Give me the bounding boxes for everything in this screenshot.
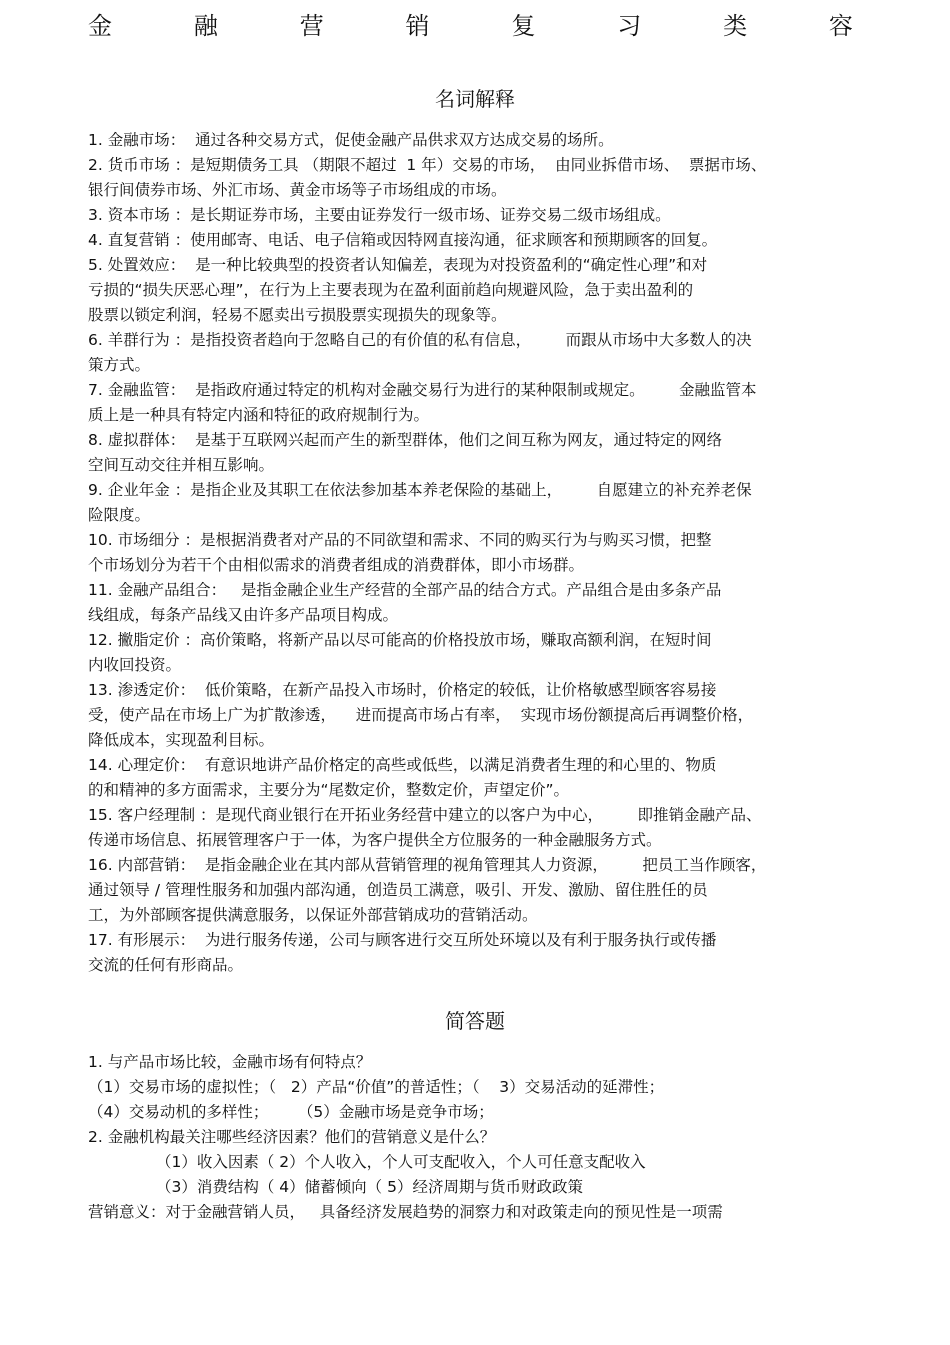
- title-char: 类: [723, 12, 748, 40]
- text-line: 6. 羊群行为 ：是指投资者趋向于忽略自己的有价值的私有信息， 而跟从市场中大多数人的决: [88, 331, 752, 349]
- text-line: 个市场划分为若干个由相似需求的消费者组成的消费群体，即小市场群。: [88, 556, 585, 574]
- text-line: 策方式。: [88, 356, 151, 374]
- text-line: 亏损的“损失厌恶心理”，在行为上主要表现为在盈利面前趋向规避风险，急于卖出盈利的: [88, 281, 694, 299]
- text-line: 3. 资本市场 ：是长期证券市场，主要由证券发行一级市场、证券交易二级市场组成。: [88, 206, 671, 224]
- text-line: 16. 内部营销： 是指金融企业在其内部从营销管理的视角管理其人力资源， 把员工当作顾客，: [88, 856, 767, 874]
- title-char: 复: [511, 12, 536, 40]
- text-line: 传递市场信息、拓展管理客户于一体，为客户提供全方位服务的一种金融服务方式。: [88, 831, 662, 849]
- text-line: 17. 有形展示： 为进行服务传递，公司与顾客进行交互所处环境以及有利于服务执行或传播: [88, 931, 717, 949]
- text-line: 股票以锁定利润，轻易不愿卖出亏损股票实现损失的现象等。: [88, 306, 507, 324]
- text-line: 10. 市场细分 ：是根据消费者对产品的不同欲望和需求、不同的购买行为与购买习惯，把整: [88, 531, 712, 549]
- text-line: 空间互动交往并相互影响。: [88, 456, 275, 474]
- title-char: 营: [299, 12, 324, 40]
- title-char: 金: [88, 12, 112, 40]
- text-line: 7. 金融监管： 是指政府通过特定的机构对金融交易行为进行的某种限制或规定。 金融监管本: [88, 381, 757, 399]
- text-line: 降低成本，实现盈利目标。: [88, 731, 275, 749]
- text-line: 15. 客户经理制 ：是现代商业银行在开拓业务经营中建立的以客户为中心， 即推销金融产品、: [88, 806, 762, 824]
- text-line: （3）消费结构（ 4）储蓄倾向（ 5）经济周期与货币财政政策: [156, 1178, 583, 1196]
- text-line: 13. 渗透定价： 低价策略，在新产品投入市场时，价格定的较低，让价格敏感型顾客容易接: [88, 681, 717, 699]
- text-line: 险限度。: [88, 506, 151, 524]
- document-title: [88, 8, 853, 44]
- text-line: 9. 企业年金 ：是指企业及其职工在依法参加基本养老保险的基础上， 自愿建立的补充养老保: [88, 481, 752, 499]
- text-line: 线组成，每条产品线又由许多产品项目构成。: [88, 606, 399, 624]
- text-line: 5. 处置效应： 是一种比较典型的投资者认知偏差，表现为对投资盈利的“确定性心理”和对: [88, 256, 708, 274]
- title-char: 销: [405, 12, 430, 40]
- text-line: 8. 虚拟群体： 是基于互联网兴起而产生的新型群体，他们之间互称为网友，通过特定的网络: [88, 431, 723, 449]
- text-line: 受，使产品在市场上广为扩散渗透， 进而提高市场占有率， 实现市场份额提高后再调整价格，: [88, 706, 754, 724]
- text-line: 工，为外部顾客提供满意服务，以保证外部营销成功的营销活动。: [88, 906, 538, 924]
- text-line: 1. 与产品市场比较，金融市场有何特点？: [88, 1053, 372, 1071]
- text-line: 2. 金融机构最关注哪些经济因素？他们的营销意义是什么？: [88, 1128, 496, 1146]
- text-line: 银行间债券市场、外汇市场、黄金市场等子市场组成的市场。: [88, 181, 507, 199]
- text-line: （1）收入因素（ 2）个人收入，个人可支配收入，个人可任意支配收入: [156, 1153, 646, 1171]
- text-line: 14. 心理定价： 有意识地讲产品价格定的高些或低些，以满足消费者生理的和心里的、物质: [88, 756, 717, 774]
- text-line: （4）交易动机的多样性； （5）金融市场是竞争市场；: [88, 1103, 494, 1121]
- text-line: 4. 直复营销 ：使用邮寄、电话、电子信箱或因特网直接沟通，征求顾客和预期顾客的回复。: [88, 231, 718, 249]
- terms-section: [88, 128, 863, 978]
- title-char: 融: [193, 12, 218, 40]
- title-char: 习: [617, 12, 642, 40]
- text-line: 11. 金融产品组合： 是指金融企业生产经营的全部产品的结合方式。产品组合是由多条产品: [88, 581, 722, 599]
- section-heading-short-answer: 简答题: [445, 1009, 505, 1033]
- text-line: 1. 金融市场： 通过各种交易方式，促使金融产品供求双方达成交易的场所。: [88, 131, 614, 149]
- short-answer-section: [88, 1050, 863, 1225]
- section-heading-terms: 名词解释: [435, 87, 515, 111]
- title-char: 容: [828, 12, 853, 40]
- text-line: 通过领导 / 管理性服务和加强内部沟通，创造员工满意，吸引、开发、激励、留住胜任的员: [88, 881, 708, 899]
- text-line: 12. 撇脂定价 ：高价策略，将新产品以尽可能高的价格投放市场，赚取高额利润，在短时间: [88, 631, 712, 649]
- text-line: 营销意义：对于金融营销人员， 具备经济发展趋势的洞察力和对政策走向的预见性是一项需: [88, 1203, 723, 1221]
- text-line: 内收回投资。: [88, 656, 182, 674]
- text-line: 质上是一种具有特定内涵和特征的政府规制行为。: [88, 406, 430, 424]
- text-line: 交流的任何有形商品。: [88, 956, 244, 974]
- text-line: 的和精神的多方面需求，主要分为“尾数定价，整数定价，声望定价”。: [88, 781, 570, 799]
- text-line: （1）交易市场的虚拟性；（ 2）产品“价值”的普适性；（ 3）交易活动的延滞性；: [88, 1078, 665, 1096]
- text-line: 2. 货币市场 ：是短期债务工具 （期限不超过 1 年）交易的市场， 由同业拆借市场、 票据市场、: [88, 156, 767, 174]
